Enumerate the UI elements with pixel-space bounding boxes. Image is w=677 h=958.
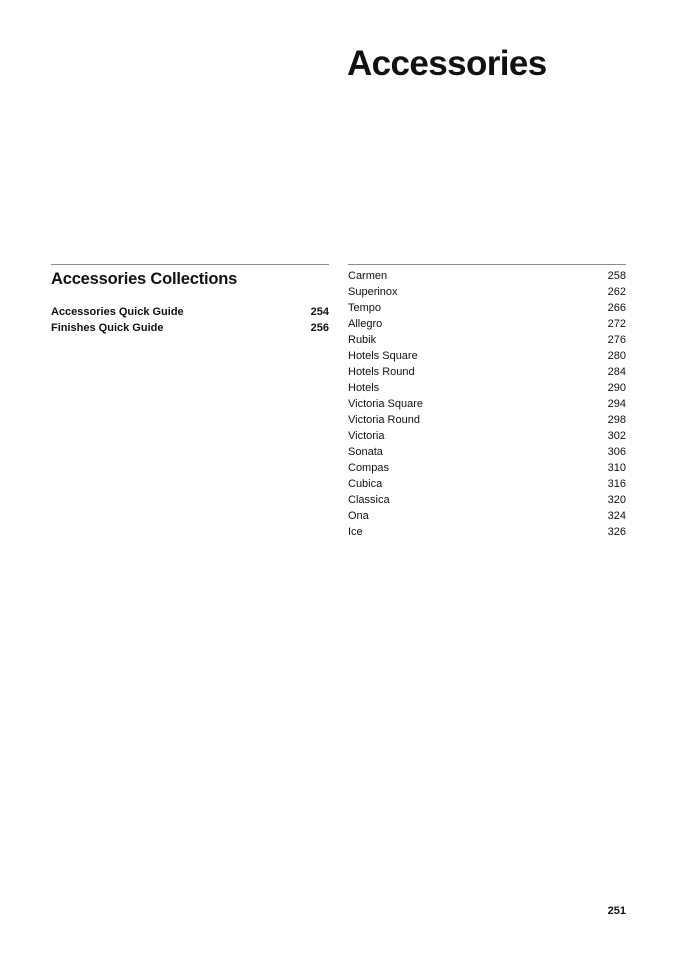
toc-entry-label: Hotels Round (348, 366, 415, 378)
toc-entry-label: Victoria (348, 430, 385, 442)
collections-section (51, 264, 329, 336)
toc-entry-page: 294 (607, 398, 626, 410)
quick-guide-list (51, 304, 329, 336)
toc-entry[interactable] (348, 348, 626, 364)
toc-entry[interactable] (348, 412, 626, 428)
toc-entry-label: Tempo (348, 302, 382, 314)
guide-entry[interactable] (51, 320, 329, 336)
toc-entry-page: 320 (607, 494, 626, 506)
toc-entry[interactable] (348, 428, 626, 444)
toc-entry-page: 298 (607, 414, 626, 426)
toc-entry[interactable] (348, 380, 626, 396)
toc-entry[interactable] (348, 364, 626, 380)
toc-entry-page: 310 (607, 462, 626, 474)
toc-entry-page: 284 (607, 366, 626, 378)
toc-entry[interactable] (348, 316, 626, 332)
toc-entry-label: Victoria Round (348, 414, 420, 426)
toc-entry[interactable] (348, 476, 626, 492)
toc-entry-page: 258 (607, 270, 626, 282)
toc-entry[interactable] (348, 444, 626, 460)
section-divider (51, 264, 329, 265)
toc-entry-label: Ice (348, 526, 363, 538)
toc-entry-page: 302 (607, 430, 626, 442)
toc-entry[interactable] (348, 524, 626, 540)
toc-entry-page: 272 (607, 318, 626, 330)
toc-entry[interactable] (348, 460, 626, 476)
toc-entry-page: 290 (607, 382, 626, 394)
toc-entry[interactable] (348, 300, 626, 316)
page-number: 251 (607, 905, 626, 917)
toc-entry-page: 306 (607, 446, 626, 458)
toc-entry-page: 266 (607, 302, 626, 314)
toc-entry-label: Hotels Square (348, 350, 418, 362)
toc-list (348, 268, 626, 540)
toc-entry[interactable] (348, 284, 626, 300)
toc-entry-page: 324 (607, 510, 626, 522)
toc-entry-page: 276 (607, 334, 626, 346)
guide-entry-label: Finishes Quick Guide (51, 322, 164, 334)
guide-entry-page: 256 (310, 322, 329, 334)
toc-entry-label: Carmen (348, 270, 388, 282)
toc-entry-label: Rubik (348, 334, 377, 346)
toc-entry-label: Superinox (348, 286, 398, 298)
section-heading: Accessories Collections (51, 270, 238, 288)
toc-entry-label: Ona (348, 510, 369, 522)
toc-entry-page: 280 (607, 350, 626, 362)
toc-entry-page: 326 (607, 526, 626, 538)
toc-entry-label: Sonata (348, 446, 383, 458)
table-of-contents (348, 264, 626, 540)
toc-entry[interactable] (348, 508, 626, 524)
toc-entry-label: Cubica (348, 478, 383, 490)
toc-divider (348, 264, 626, 265)
page-title: Accessories (347, 44, 547, 83)
toc-entry-page: 316 (607, 478, 626, 490)
toc-entry-label: Hotels (348, 382, 380, 394)
toc-entry[interactable] (348, 332, 626, 348)
toc-entry[interactable] (348, 396, 626, 412)
guide-entry-page: 254 (310, 306, 329, 318)
toc-entry-page: 262 (607, 286, 626, 298)
guide-entry-label: Accessories Quick Guide (51, 306, 184, 318)
toc-entry-label: Victoria Square (348, 398, 424, 410)
toc-entry[interactable] (348, 492, 626, 508)
guide-entry[interactable] (51, 304, 329, 320)
toc-entry-label: Classica (348, 494, 390, 506)
toc-entry-label: Allegro (348, 318, 383, 330)
toc-entry[interactable] (348, 268, 626, 284)
toc-entry-label: Compas (348, 462, 389, 474)
